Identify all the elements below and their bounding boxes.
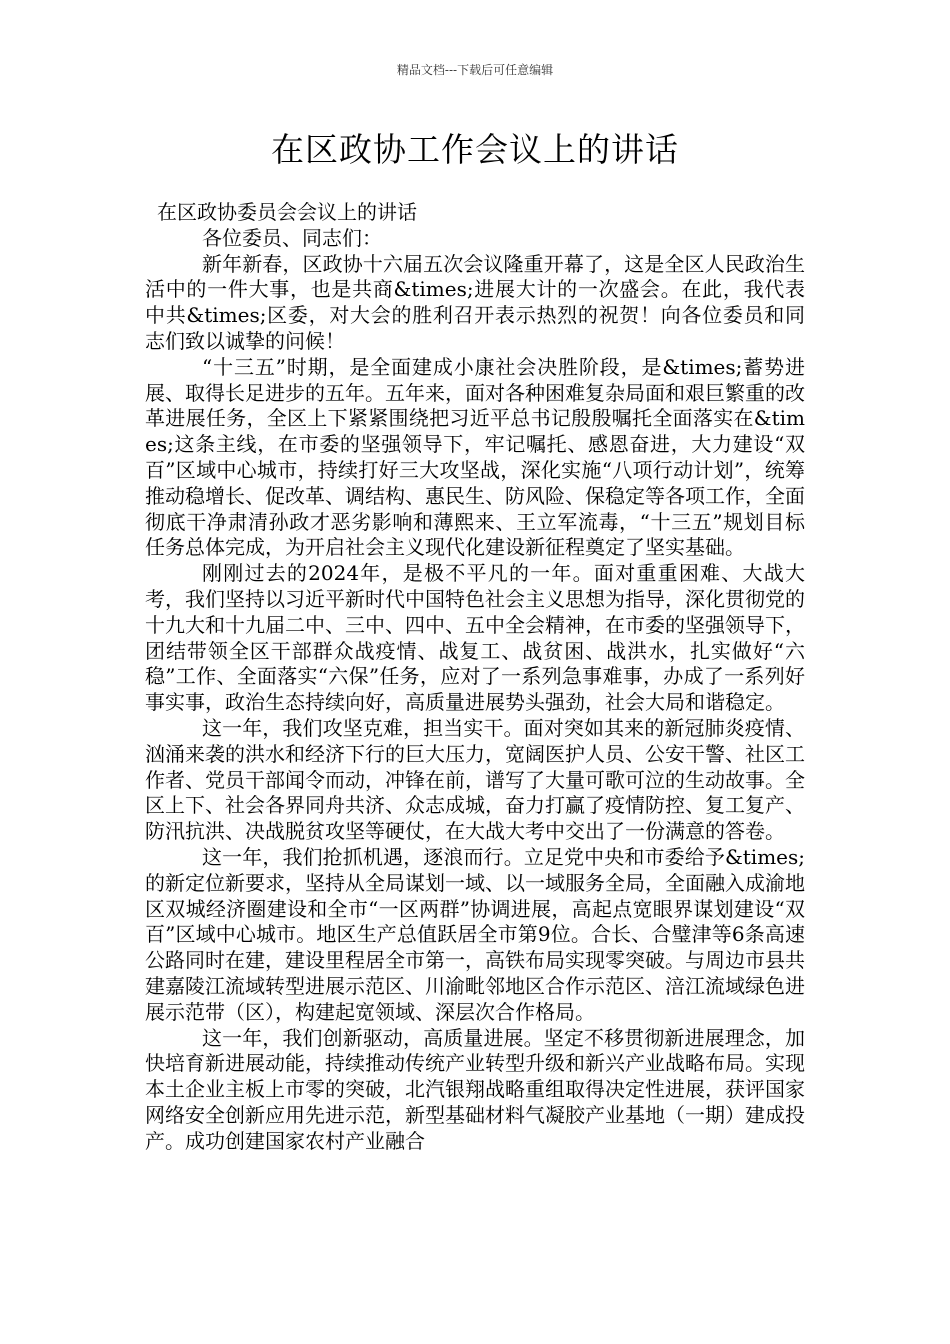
body-paragraph: 这一年，我们攻坚克难，担当实干。面对突如其来的新冠肺炎疫情、汹涌来袭的洪水和经济下行的巨大压力，宽阔医护人员、公安干警、社区工作者、党员干部闻令而动，冲锋在前，谱写了大量可歌可泣的生动故事。全区上下、社会各界同舟共济、众志成城，奋力打赢了疫情防控、复工复产、防汛抗洪、决战脱贫攻坚等硬仗，在大战大考中交出了一份满意的答卷。 [145,715,805,844]
salutation: 各位委员、同志们： [202,225,382,250]
body-paragraph: “十三五”时期，是全面建成小康社会决胜阶段，是&times;蓄势进展、取得长足进步的五年。五年来，面对各种困难复杂局面和艰巨繁重的改革进展任务，全区上下紧紧围绕把习近平总书记殷殷嘱托全面落实在&times;这条主线，在市委的坚强领导下，牢记嘱托、感恩奋进，大力建设“双百”区域中心城市，持续打好三大攻坚战，深化实施“八项行动计划”，统筹推动稳增长、促改革、调结构、惠民生、防风险、保稳定等各项工作，全面彻底干净肃清孙政才恶劣影响和薄熙来、王立军流毒，“十三五”规划目标任务总体完成，为开启社会主义现代化建设新征程奠定了坚实基础。 [145,354,805,560]
body-paragraph: 这一年，我们创新驱动，高质量进展。坚定不移贯彻新进展理念，加快培育新进展动能，持续推动传统产业转型升级和新兴产业战略布局。实现本土企业主板上市零的突破，北汽银翔战略重组取得决定性进展，获评国家网络安全创新应用先进示范，新型基础材料气凝胶产业基地（一期）建成投产。成功创建国家农村产业融合 [145,1025,805,1153]
document-subtitle: 在区政协委员会会议上的讲话 [157,200,417,224]
page-header: 精品文档---下载后可任意编辑 [396,63,554,77]
document-title: 在区政协工作会议上的讲话 [271,130,679,169]
body-paragraph: 新年新春，区政协十六届五次会议隆重开幕了，这是全区人民政治生活中的一件大事，也是共商&times;进展大计的一次盛会。在此，我代表中共&times;区委，对大会的胜利召开表示热烈的祝贺！向各位委员和同志们致以诚挚的问候！ [145,251,805,353]
document-body [145,200,805,1154]
body-paragraph: 刚刚过去的2024年，是极不平凡的一年。面对重重困难、大战大考，我们坚持以习近平新时代中国特色社会主义思想为指导，深化贯彻党的十九大和十九届二中、三中、四中、五中全会精神，在市委的坚强领导下，团结带领全区干部群众战疫情、战复工、战贫困、战洪水，扎实做好“六稳”工作、全面落实“六保”任务，应对了一系列急事难事，办成了一系列好事实事，政治生态持续向好，高质量进展势头强劲，社会大局和谐稳定。 [145,561,805,715]
body-paragraph: 这一年，我们抢抓机遇，逐浪而行。立足党中央和市委给予&times;的新定位新要求，坚持从全局谋划一域、以一域服务全局，全面融入成渝地区双城经济圈建设和全市“一区两群”协调进展，高起点宽眼界谋划建设“双百”区域中心城市。地区生产总值跃居全市第9位。合长、合璧津等6条高速公路同时在建，建设里程居全市第一，高铁布局实现零突破。与周边市县共建嘉陵江流域转型进展示范区、川渝毗邻地区合作示范区、涪江流域绿色进展示范带（区），构建起宽领域、深层次合作格局。 [145,844,805,1024]
